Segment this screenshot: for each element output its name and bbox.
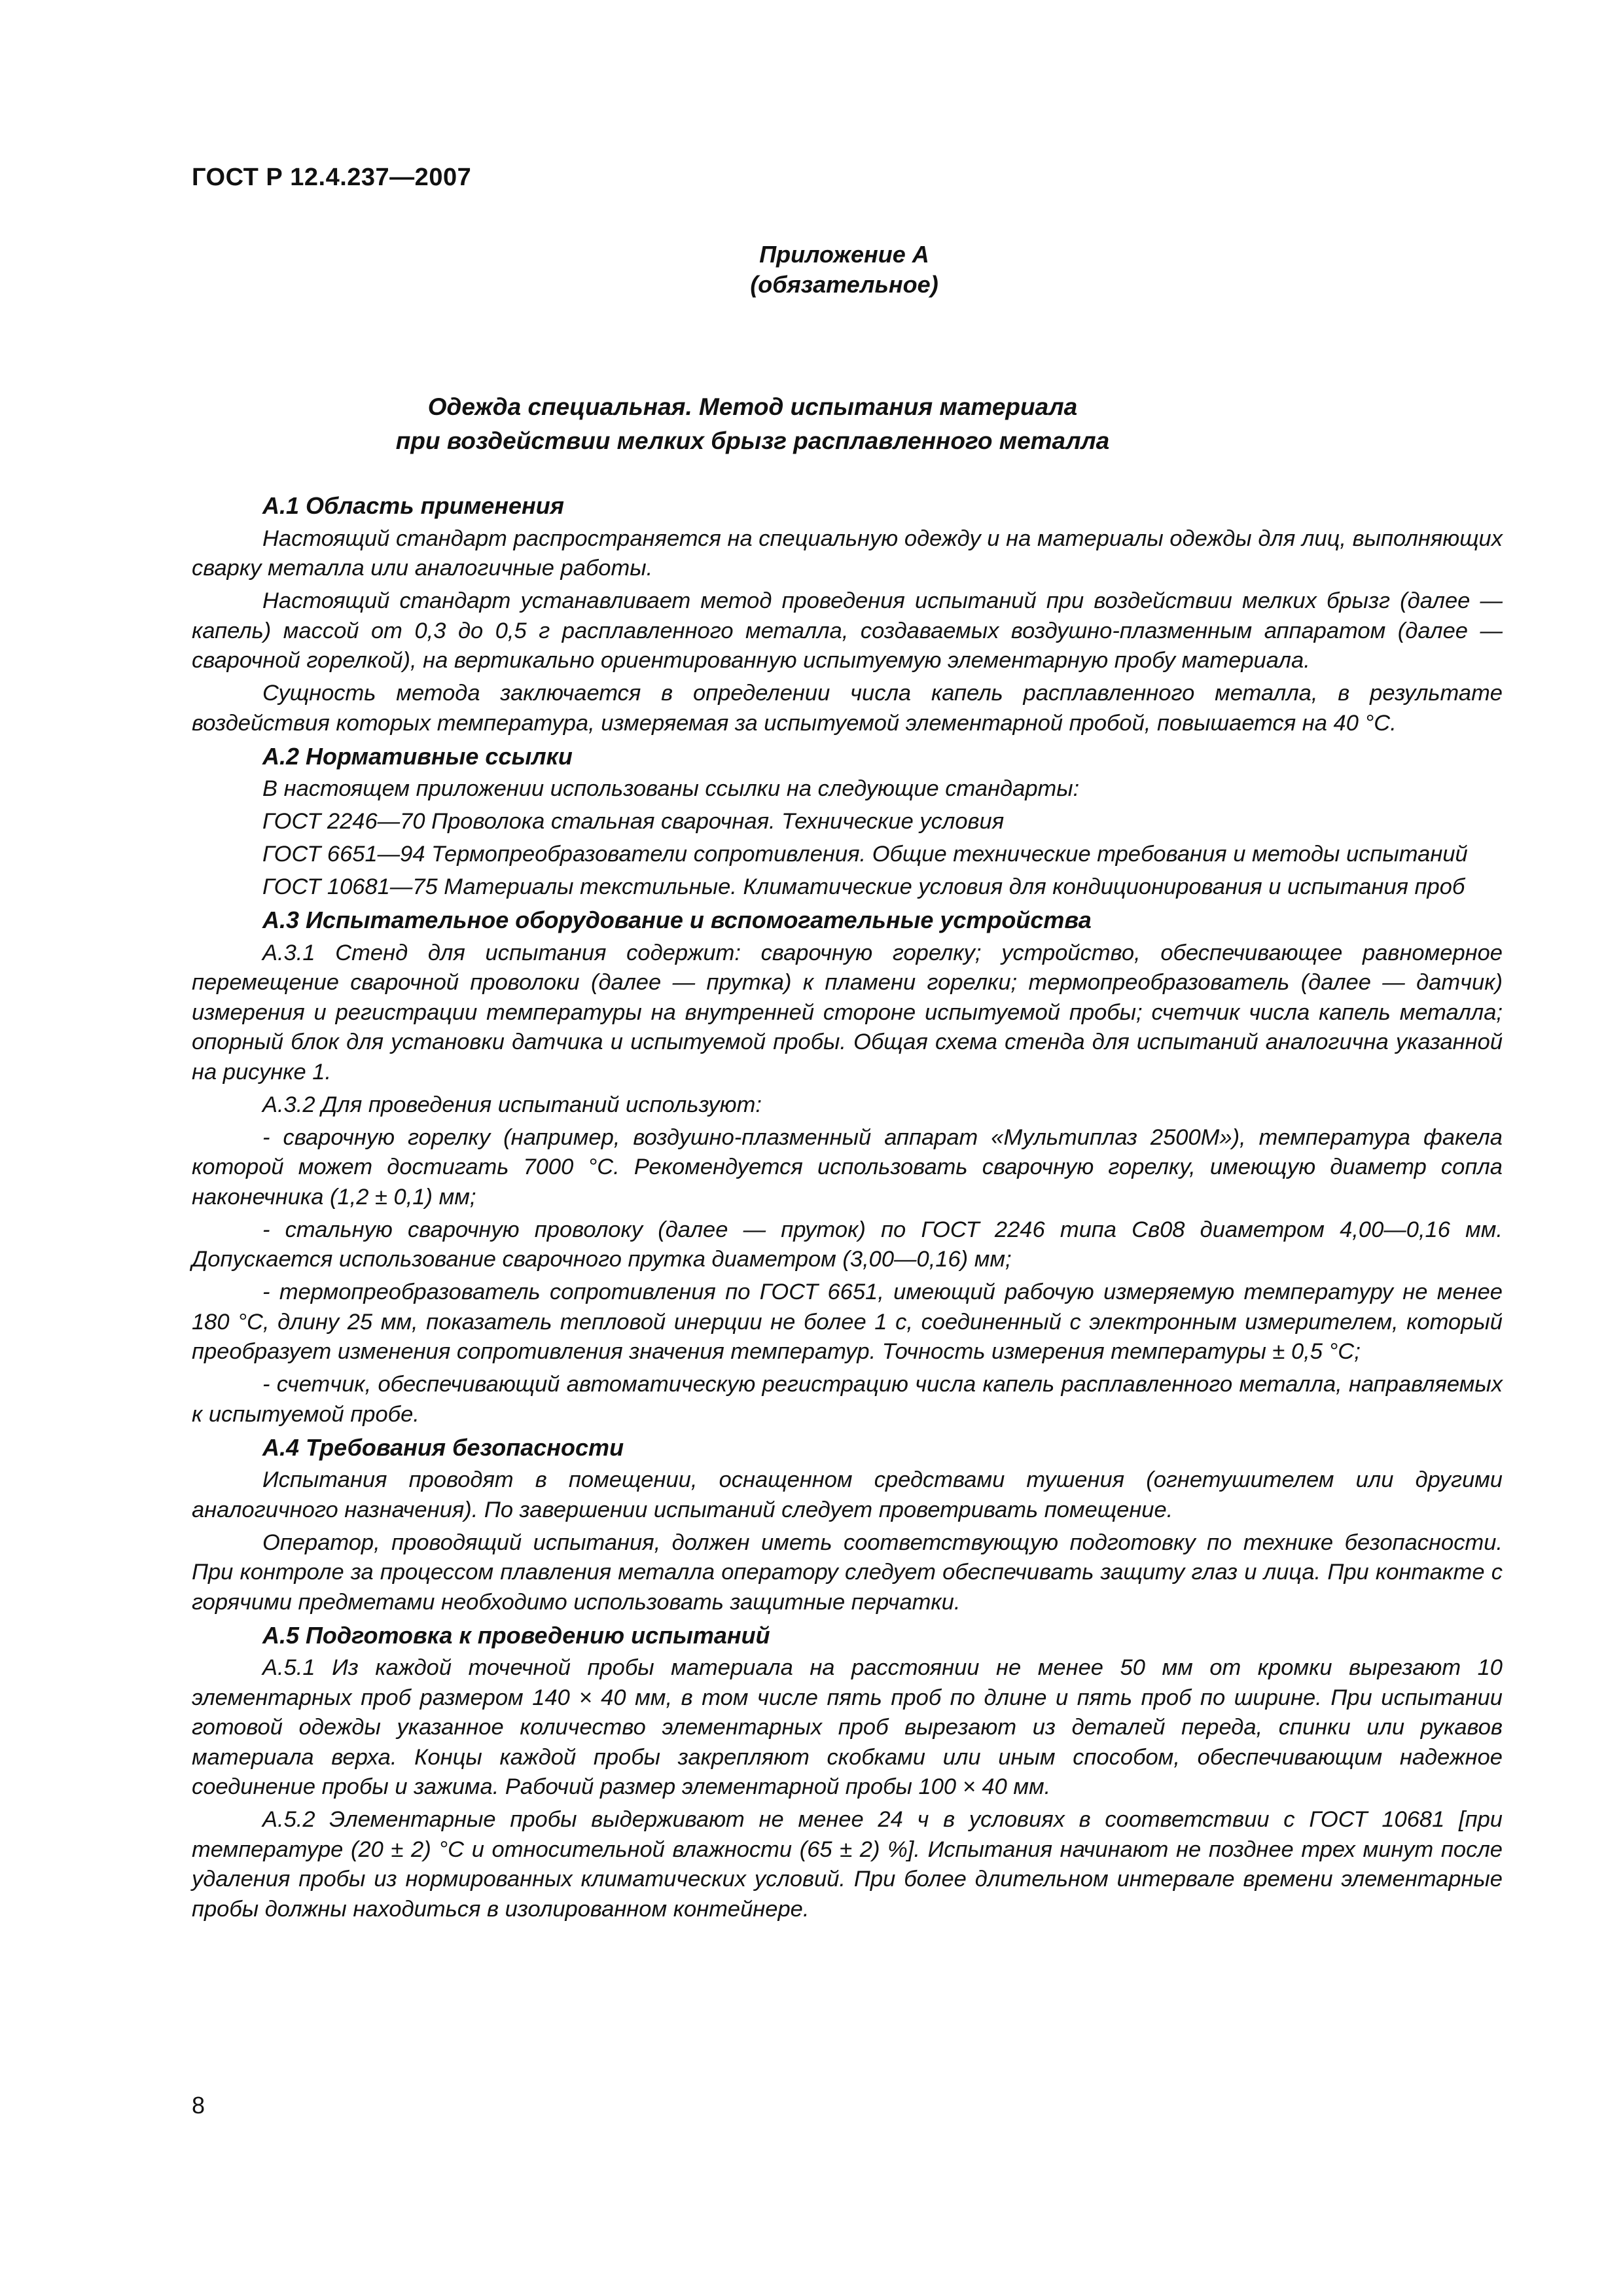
paragraph: А.5.2 Элементарные пробы выдерживают не менее 24 ч в условиях в соответствии с ГОСТ 10681 [при температуре (20 ± 2) °С и относительной влажности (65 ± 2) %]. Испытания начинают не позднее трех минут после удаления пробы из нормированных климатических условий. При более длительном интервале времени элементарные пробы должны находиться в изолированном контейнере. [192, 1807, 1503, 1922]
section-a1 [192, 491, 1503, 738]
annex-title-line-1: Одежда специальная. Метод испытания материала [427, 393, 1078, 420]
list-item: - термопреобразователь сопротивления по ГОСТ 6651, имеющий рабочую измеряемую температуру не менее 180 °С, длину 25 мм, показатель тепловой инерции не более 1 с, соединенный с электронным измерителем, который преобразует изменения сопротивления значения температур. Точность измерения температуры ± 0,5 °С; [192, 1280, 1503, 1364]
annex-title-line-2: при воздействии мелких брызг расплавленного металла [395, 427, 1110, 454]
paragraph: Настоящий стандарт устанавливает метод проведения испытаний при воздействии мелких брызг (далее — капель) массой от 0,3 до 0,5 г расплавленного металла, создаваемых воздушно-плазменным аппаратом (далее — сварочной горелкой), на вертикально ориентированную испытуемую элементарную пробу материала. [192, 588, 1503, 673]
section-a4 [192, 1433, 1503, 1618]
section-a5 [192, 1621, 1503, 1925]
paragraph: В настоящем приложении использованы ссылки на следующие стандарты: [262, 776, 1080, 801]
section-heading: А.3 Испытательное оборудование и вспомогательные устройства [262, 906, 1092, 933]
annex-title [0, 390, 1505, 458]
annex-label: Приложение А [759, 241, 929, 268]
list-item: - сварочную горелку (например, воздушно-плазменный аппарат «Мультиплаз 2500М»), температура факела которой может достигать 7000 °С. Рекомендуется использовать сварочную горелку, имеющую диаметр сопла наконечника (1,2 ± 0,1) мм; [192, 1124, 1503, 1210]
paragraph: Сущность метода заключается в определении числа капель расплавленного металла, в результате воздействия которых температура, измеряемая за испытуемой элементарной пробой, повышается на 40 °С. [192, 681, 1503, 736]
reference-item: ГОСТ 6651—94 Термопреобразователи сопротивления. Общие технические требования и методы испытаний [262, 842, 1468, 867]
annex-heading [0, 240, 1623, 300]
section-a3 [192, 905, 1503, 1429]
section-heading: А.2 Нормативные ссылки [262, 742, 573, 770]
annex-status: (обязательное) [750, 271, 938, 298]
paragraph: Оператор, проводящий испытания, должен иметь соответствующую подготовку по технике безопасности. При контроле за процессом плавления металла оператору следует обеспечивать защиту глаз и лица. При контакте с горячими предметами необходимо использовать защитные перчатки. [192, 1530, 1503, 1615]
page-number: 8 [192, 2092, 205, 2119]
list-item: - счетчик, обеспечивающий автоматическую регистрацию числа капель расплавленного металла, направляемых к испытуемой пробе. [192, 1372, 1503, 1427]
paragraph: А.3.2 Для проведения испытаний используют: [262, 1092, 762, 1117]
paragraph: Испытания проводят в помещении, оснащенном средствами тушения (огнетушителем или другими аналогичного назначения). По завершении испытаний следует проветривать помещение. [192, 1467, 1503, 1522]
list-item: - стальную сварочную проволоку (далее — пруток) по ГОСТ 2246 типа Св08 диаметром 4,00—0,16 мм. Допускается использование сварочного прутка диаметром (3,00—0,16) мм; [192, 1217, 1503, 1272]
reference-item: ГОСТ 10681—75 Материалы текстильные. Климатические условия для кондиционирования и испытания проб [262, 874, 1465, 899]
paragraph: А.3.1 Стенд для испытания содержит: сварочную горелку; устройство, обеспечивающее равномерное перемещение сварочной проволоки (далее — прутка) к пламени горелки; термопреобразователь (далее — датчик) измерения и регистрации температуры на внутренней стороне испытуемой пробы; счетчик числа капель металла; опорный блок для установки датчика и испытуемой пробы. Общая схема стенда для испытаний аналогична указанной на рисунке 1. [192, 940, 1503, 1085]
reference-item: ГОСТ 2246—70 Проволока стальная сварочная. Технические условия [262, 809, 1005, 834]
paragraph: А.5.1 Из каждой точечной пробы материала на расстоянии не менее 50 мм от кромки вырезают 10 элементарных проб размером 140 × 40 мм, в том числе пять проб по длине и пять проб по ширине. При испытании готовой одежды указанное количество элементарных проб вырезают из деталей переда, спинки или рукавов материала верха. Концы каждой пробы закрепляют скобками или иным способом, обеспечивающим надежное соединение пробы и зажима. Рабочий размер элементарной пробы 100 × 40 мм. [192, 1655, 1503, 1799]
paragraph: Настоящий стандарт распространяется на специальную одежду и на материалы одежды для лиц, выполняющих сварку металла или аналогичные работы. [192, 526, 1503, 581]
section-a2 [192, 742, 1503, 903]
section-heading: А.4 Требования безопасности [262, 1433, 624, 1461]
section-heading: А.1 Область применения [262, 492, 564, 519]
section-heading: А.5 Подготовка к проведению испытаний [262, 1621, 770, 1649]
document-header: ГОСТ Р 12.4.237—2007 [192, 164, 472, 191]
document-body [192, 491, 1503, 1928]
